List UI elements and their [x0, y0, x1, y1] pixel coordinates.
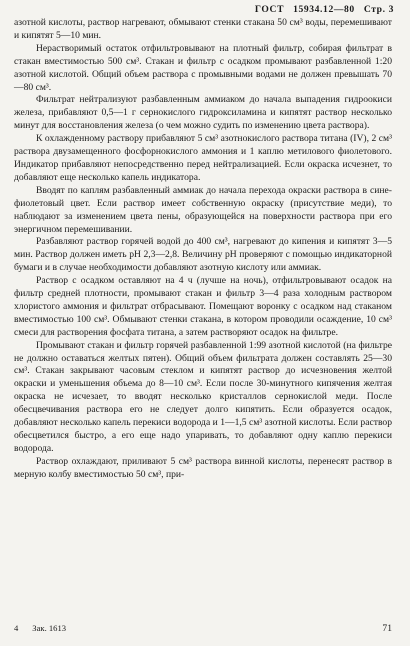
paragraph: Фильтрат нейтрализуют разбавленным аммиаком до начала выпадения гидроокиси железа, прибавляют 0,5—1 г сернокислого гидроксиламина и кипятят раствор несколько минут для восстановления железа (о чем можно судить по изменению цвета раствора). [14, 94, 392, 132]
standard-label: ГОСТ [254, 4, 285, 15]
page-header [249, 4, 394, 15]
paragraph: Промывают стакан и фильтр горячей разбавленной 1:99 азотной кислотой (на фильтре не должно оставаться желтых пятен). Общий объем фильтрата должен составлять 25—30 см³. Стакан закрывают часовым стеклом и кипятят раствор до исчезновения желтой окраски и уменьшения объема до 8—10 см³. Если после 30-минутного кипячения желтая окраска не исчезает, то вводят несколько кристаллов сернокислой меди. После обесцвечивания раствора его не следует долго кипятить. Если образуется осадок, добавляют несколько капель перекиси водорода и 1—1,5 см³ азотной кислоты. Если раствор обесцветился быстро, а его еще надо упаривать, то добавляют одну каплю перекиси водорода. [14, 339, 392, 454]
signature-mark: 4 [14, 623, 19, 633]
paragraph: Разбавляют раствор горячей водой до 400 см³, нагревают до кипения и кипятят 3—5 мин. Раствор должен иметь pH 2,3—2,8. Величину pH проверяют с помощью индикаторной бумаги и в случае необходимости добавляют азотную кислоту или аммиак. [14, 236, 392, 274]
paragraph: азотной кислоты, раствор нагревают, обмывают стенки стакана 50 см³ воды, перемешивают и кипятят 5—10 мин. [14, 17, 392, 41]
paragraph: Раствор охлаждают, приливают 5 см³ раствора винной кислоты, перенесят раствор в мерную колбу вместимостью 50 см³, при- [14, 455, 392, 480]
standard-number: 15934.12—80 [293, 4, 355, 15]
footer-left [14, 623, 66, 633]
paragraph: Раствор с осадком оставляют на 4 ч (лучше на ночь), отфильтровывают осадок на фильтр средней плотности, промывают стакан и фильтр 3—4 раза холодным раствором хлористого аммония и фильтрат отбрасывают. Помещают воронку с осадком над стаканом вместимостью 100 см³. Обмывают стенки стакана, в котором проводили осаждение, 10 см³ смеси для растворения фосфата титана, а затем растворяют осадок на фильтре. [14, 275, 392, 338]
page-label: Стр. 3 [363, 4, 394, 15]
order-number: Зак. 1613 [32, 623, 67, 633]
paragraph: Вводят по каплям разбавленный аммиак до начала перехода окраски раствора в сине-фиолетовый цвет. Если раствор имеет собственную окраску (присутствие меди), то наблюдают за изменением цвета пены, образующейся на поверхности раствора при его энергичном перемешивании. [14, 184, 392, 235]
paragraph: К охлажденному раствору прибавляют 5 см³ азотнокислого раствора титана (IV), 2 см³ раствора двузамещенного фосфорнокислого аммония и 1 каплю метилового фиолетового. Индикатор прибавляют непосредственно перед нейтрализацией. Если окраска исчезнет, то добавляют еще несколько капель индикатора. [14, 133, 392, 183]
page-number: 71 [382, 623, 392, 634]
paragraph: Нерастворимый остаток отфильтровывают на плотный фильтр, собирая фильтрат в стакан вместимостью 500 см³. Стакан и фильтр с осадком промывают разбавленной 1:20 азотной кислотой. Общий объем раствора с промывными водами не должен превышать 70—80 см³. [14, 42, 392, 93]
document-body [14, 17, 392, 482]
